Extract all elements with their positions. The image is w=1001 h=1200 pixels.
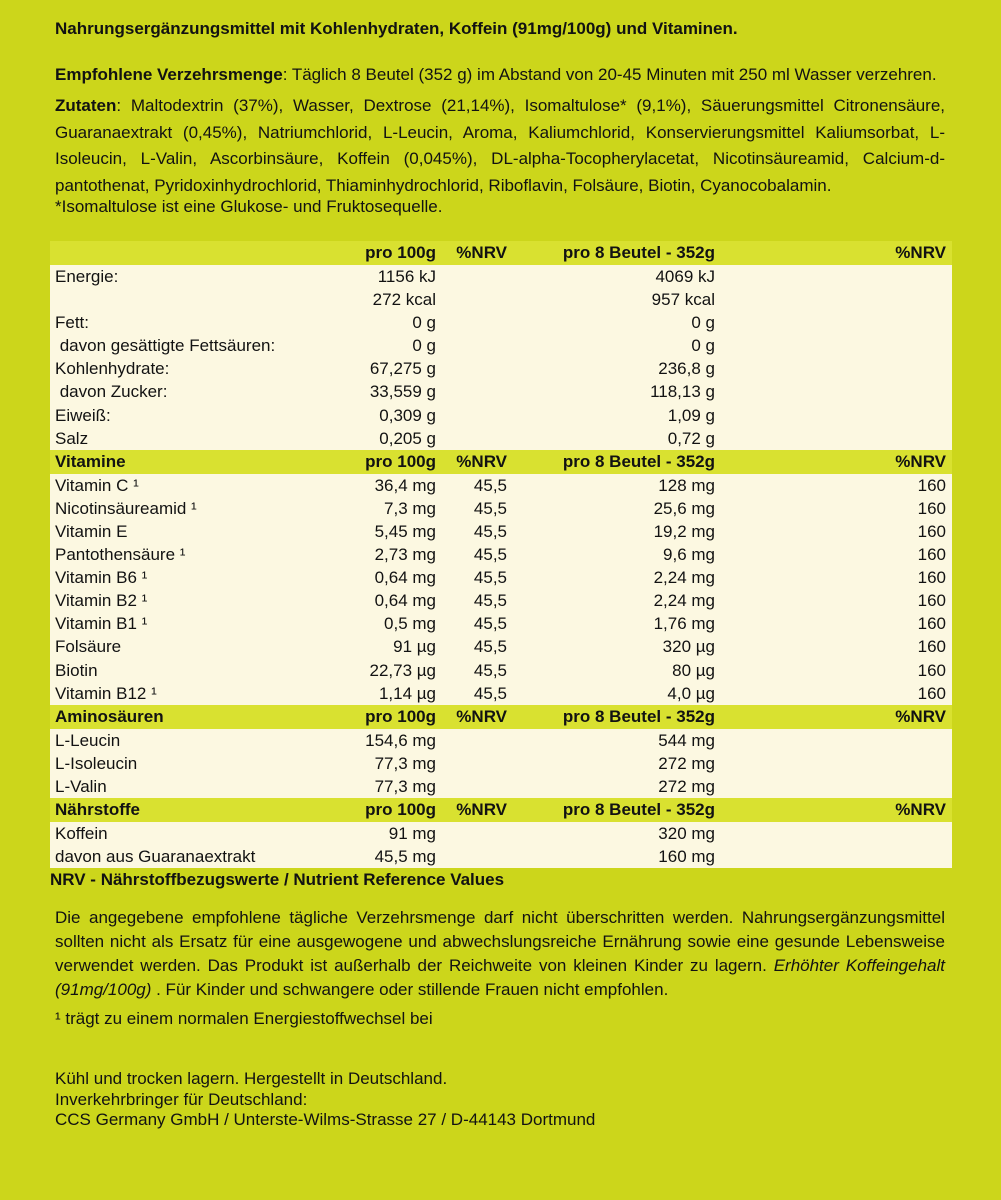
row-label-cell (50, 288, 320, 311)
caffeine-warning-italic: Erhöhter Koffeingehalt (91mg/100g) (55, 956, 946, 1000)
value-cell (717, 822, 952, 845)
value-cell: 67,275 g (320, 357, 438, 380)
row-label-cell: Vitamin B1 ¹ (50, 612, 320, 635)
value-cell (717, 729, 952, 752)
value-cell: 272 mg (509, 775, 717, 798)
value-cell: 2,73 mg (320, 543, 438, 566)
value-cell: 272 kcal (320, 288, 438, 311)
nutrition-table-body (50, 241, 952, 868)
value-cell: 22,73 µg (320, 659, 438, 682)
table-row (50, 543, 952, 566)
table-row (50, 265, 952, 288)
value-cell: 91 µg (320, 635, 438, 658)
value-cell: 2,24 mg (509, 566, 717, 589)
value-cell: 25,6 mg (509, 497, 717, 520)
row-label-cell: Folsäure (50, 635, 320, 658)
value-cell: 154,6 mg (320, 729, 438, 752)
value-cell (717, 752, 952, 775)
section-title-cell: Vitamine (50, 450, 320, 474)
value-cell (438, 775, 509, 798)
section-title-cell: Nährstoffe (50, 798, 320, 822)
value-cell: 0,205 g (320, 427, 438, 450)
distributor-label: Inverkehrbringer für Deutschland: (55, 1089, 308, 1109)
value-cell: 160 (717, 659, 952, 682)
value-cell: 1,09 g (509, 404, 717, 427)
value-cell: 45,5 (438, 682, 509, 705)
warning-text: Die angegebene empfohlene tägliche Verzehrsmenge darf nicht überschritten werden. Nahrungsergänzungsmittel sollten nicht als Ersatz für eine ausgewogene und abwechslungsreiche Ernährung sowie eine gesunde Lebensweise verwendet werden. Das Produkt ist außerhalb der Reichweite von kleinen Kinder zu lagern. (55, 908, 945, 976)
value-cell: 160 (717, 543, 952, 566)
row-label-cell: L-Leucin (50, 729, 320, 752)
column-header-cell: pro 100g (320, 241, 438, 265)
storage-line: Kühl und trocken lagern. Hergestellt in Deutschland. (55, 1069, 448, 1089)
value-cell (438, 752, 509, 775)
table-row (50, 520, 952, 543)
warning-paragraph (55, 906, 945, 1002)
isomaltulose-note: *Isomaltulose ist eine Glukose- und Fruktosequelle. (55, 197, 443, 216)
value-cell: 77,3 mg (320, 752, 438, 775)
ingredients-paragraph (55, 93, 945, 199)
column-header-cell: %NRV (438, 241, 509, 265)
row-label-cell: davon Zucker: (50, 380, 320, 403)
value-cell: 0,309 g (320, 404, 438, 427)
value-cell: 45,5 (438, 497, 509, 520)
section-header-row (50, 450, 952, 474)
value-cell (717, 311, 952, 334)
value-cell: 160 (717, 474, 952, 497)
column-header-cell: %NRV (717, 798, 952, 822)
column-header-cell: %NRV (438, 798, 509, 822)
value-cell: 2,24 mg (509, 589, 717, 612)
column-header-cell: %NRV (717, 705, 952, 729)
table-row (50, 822, 952, 845)
product-description: Nahrungsergänzungsmittel mit Kohlenhydraten, Koffein (91mg/100g) und Vitaminen. (55, 19, 738, 38)
value-cell (438, 334, 509, 357)
value-cell: 236,8 g (509, 357, 717, 380)
value-cell (438, 265, 509, 288)
dosage-paragraph (55, 61, 945, 88)
row-label-cell: Vitamin B2 ¹ (50, 589, 320, 612)
table-row (50, 845, 952, 868)
warning-text-continued: . Für Kinder und schwangere oder stillende Frauen nicht empfohlen. (151, 980, 669, 1000)
value-cell: 45,5 (438, 589, 509, 612)
dosage-label: Empfohlene Verzehrsmenge (55, 65, 283, 84)
value-cell (717, 427, 952, 450)
ingredients-label: Zutaten (55, 96, 117, 115)
value-cell (438, 427, 509, 450)
table-row (50, 752, 952, 775)
table-row (50, 427, 952, 450)
value-cell: 160 (717, 682, 952, 705)
value-cell: 160 (717, 612, 952, 635)
table-row (50, 474, 952, 497)
section-title-cell: Aminosäuren (50, 705, 320, 729)
value-cell: 0 g (320, 311, 438, 334)
table-row (50, 380, 952, 403)
value-cell: 160 (717, 589, 952, 612)
value-cell: 4,0 µg (509, 682, 717, 705)
table-row (50, 589, 952, 612)
table-row (50, 729, 952, 752)
value-cell: 0 g (509, 311, 717, 334)
column-header-cell: pro 8 Beutel - 352g (509, 705, 717, 729)
value-cell: 45,5 (438, 543, 509, 566)
value-cell (438, 357, 509, 380)
value-cell: 0,64 mg (320, 566, 438, 589)
value-cell: 0 g (320, 334, 438, 357)
table-row (50, 334, 952, 357)
column-header-cell: pro 100g (320, 450, 438, 474)
value-cell: 160 (717, 635, 952, 658)
value-cell: 128 mg (509, 474, 717, 497)
ingredients-text: : Maltodextrin (37%), Wasser, Dextrose (21,14%), Isomaltulose* (9,1%), Säuerungsmittel Citronensäure, Guaranaextrakt (0,45%), Natriumchlorid, L-Leucin, Aroma, Kaliumchlorid, Konservierungsmittel Kaliumsorbat, L-Isoleucin, L-Valin, Ascorbinsäure, Koffein (0,045%), DL-alpha-Tocopherylacetat, Nicotinsäureamid, Calcium-d-pantothenat, Pyridoxinhydrochlorid, Thiaminhydrochlorid, Riboflavin, Folsäure, Biotin, Cyanocobalamin. (55, 96, 945, 195)
value-cell: 160 (717, 566, 952, 589)
value-cell (438, 380, 509, 403)
row-label-cell: Nicotinsäureamid ¹ (50, 497, 320, 520)
value-cell: 45,5 (438, 659, 509, 682)
row-label-cell: Vitamin E (50, 520, 320, 543)
value-cell: 160 mg (509, 845, 717, 868)
value-cell (717, 845, 952, 868)
value-cell (438, 404, 509, 427)
value-cell: 19,2 mg (509, 520, 717, 543)
value-cell: 7,3 mg (320, 497, 438, 520)
column-header-cell: %NRV (717, 450, 952, 474)
value-cell: 0,72 g (509, 427, 717, 450)
row-label-cell: Fett: (50, 311, 320, 334)
table-row (50, 497, 952, 520)
column-header-cell: pro 100g (320, 705, 438, 729)
table-row (50, 566, 952, 589)
value-cell (717, 404, 952, 427)
value-cell (717, 288, 952, 311)
table-row (50, 659, 952, 682)
value-cell: 544 mg (509, 729, 717, 752)
value-cell: 45,5 (438, 520, 509, 543)
section-header-row (50, 241, 952, 265)
table-row (50, 311, 952, 334)
value-cell: 45,5 (438, 474, 509, 497)
table-row (50, 635, 952, 658)
value-cell: 45,5 mg (320, 845, 438, 868)
value-cell: 45,5 (438, 566, 509, 589)
value-cell: 0,64 mg (320, 589, 438, 612)
footer-block (55, 1069, 945, 1131)
value-cell: 33,559 g (320, 380, 438, 403)
row-label-cell: Vitamin C ¹ (50, 474, 320, 497)
value-cell: 957 kcal (509, 288, 717, 311)
value-cell (438, 822, 509, 845)
row-label-cell: Salz (50, 427, 320, 450)
row-label-cell: davon aus Guaranaextrakt (50, 845, 320, 868)
value-cell: 45,5 (438, 612, 509, 635)
row-label-cell: Kohlenhydrate: (50, 357, 320, 380)
value-cell: 320 µg (509, 635, 717, 658)
section-title-cell (50, 241, 320, 265)
value-cell (438, 311, 509, 334)
energy-metabolism-footnote: ¹ trägt zu einem normalen Energiestoffwechsel bei (55, 1009, 433, 1029)
value-cell: 77,3 mg (320, 775, 438, 798)
value-cell (717, 334, 952, 357)
distributor-address: CCS Germany GmbH / Unterste-Wilms-Strasse 27 / D-44143 Dortmund (55, 1110, 596, 1130)
column-header-cell: %NRV (438, 450, 509, 474)
value-cell: 45,5 (438, 635, 509, 658)
value-cell: 320 mg (509, 822, 717, 845)
value-cell: 80 µg (509, 659, 717, 682)
value-cell: 0,5 mg (320, 612, 438, 635)
row-label-cell: davon gesättigte Fettsäuren: (50, 334, 320, 357)
value-cell (438, 845, 509, 868)
column-header-cell: pro 100g (320, 798, 438, 822)
table-row (50, 357, 952, 380)
value-cell: 118,13 g (509, 380, 717, 403)
row-label-cell: L-Valin (50, 775, 320, 798)
row-label-cell: L-Isoleucin (50, 752, 320, 775)
column-header-cell: %NRV (717, 241, 952, 265)
value-cell: 4069 kJ (509, 265, 717, 288)
table-row (50, 682, 952, 705)
row-label-cell: Energie: (50, 265, 320, 288)
value-cell: 272 mg (509, 752, 717, 775)
row-label-cell: Eiweiß: (50, 404, 320, 427)
column-header-cell: %NRV (438, 705, 509, 729)
value-cell (717, 265, 952, 288)
nrv-note: NRV - Nährstoffbezugswerte / Nutrient Reference Values (50, 870, 505, 890)
value-cell (438, 729, 509, 752)
row-label-cell: Pantothensäure ¹ (50, 543, 320, 566)
value-cell: 160 (717, 497, 952, 520)
value-cell: 5,45 mg (320, 520, 438, 543)
value-cell: 0 g (509, 334, 717, 357)
nutrition-table (50, 241, 952, 868)
value-cell: 9,6 mg (509, 543, 717, 566)
value-cell (717, 380, 952, 403)
value-cell: 36,4 mg (320, 474, 438, 497)
value-cell: 1,76 mg (509, 612, 717, 635)
table-row (50, 288, 952, 311)
row-label-cell: Vitamin B6 ¹ (50, 566, 320, 589)
table-row (50, 775, 952, 798)
value-cell (717, 357, 952, 380)
value-cell: 160 (717, 520, 952, 543)
value-cell: 1,14 µg (320, 682, 438, 705)
dosage-text: : Täglich 8 Beutel (352 g) im Abstand von 20-45 Minuten mit 250 ml Wasser verzehren. (282, 65, 937, 84)
column-header-cell: pro 8 Beutel - 352g (509, 450, 717, 474)
row-label-cell: Koffein (50, 822, 320, 845)
row-label-cell: Biotin (50, 659, 320, 682)
column-header-cell: pro 8 Beutel - 352g (509, 241, 717, 265)
value-cell (717, 775, 952, 798)
value-cell (438, 288, 509, 311)
value-cell: 91 mg (320, 822, 438, 845)
row-label-cell: Vitamin B12 ¹ (50, 682, 320, 705)
table-row (50, 404, 952, 427)
column-header-cell: pro 8 Beutel - 352g (509, 798, 717, 822)
value-cell: 1156 kJ (320, 265, 438, 288)
table-row (50, 612, 952, 635)
section-header-row (50, 705, 952, 729)
section-header-row (50, 798, 952, 822)
